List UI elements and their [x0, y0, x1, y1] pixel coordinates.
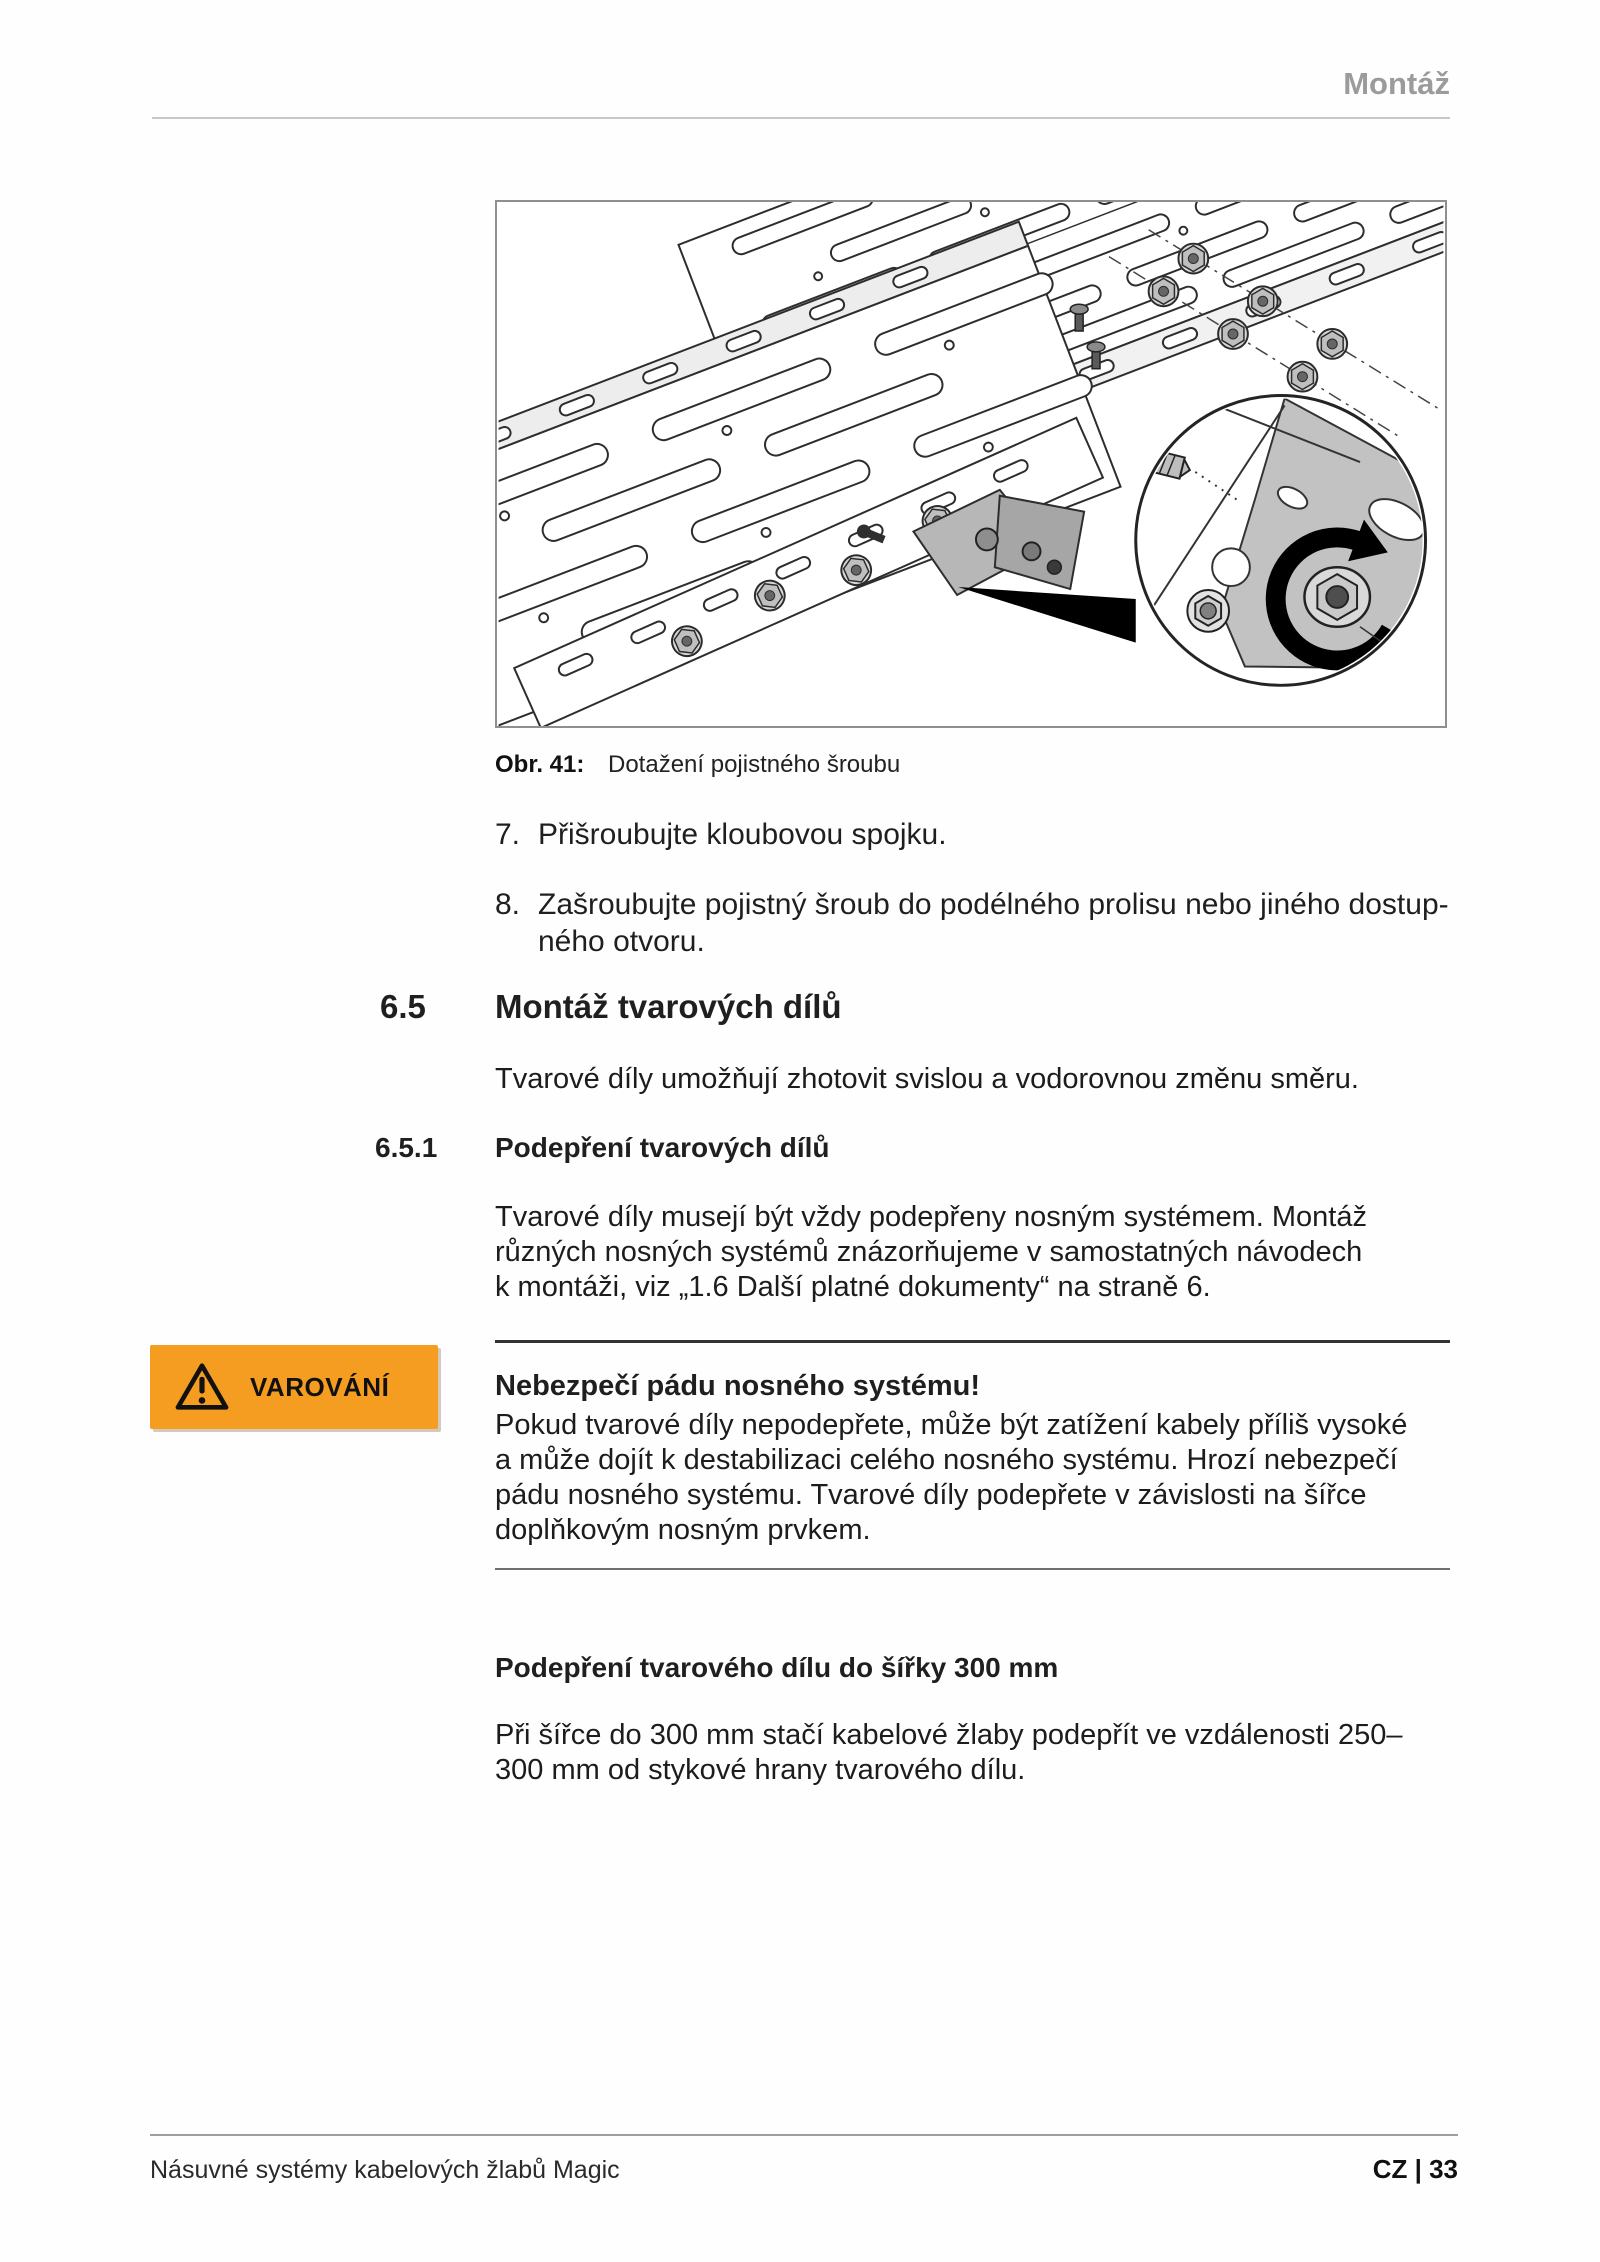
paragraph-line: Při šířce do 300 mm stačí kabelové žlaby podepřít ve vzdálenosti 250–	[495, 1719, 1403, 1751]
header-divider	[152, 117, 1450, 119]
footer-divider	[150, 2134, 1458, 2136]
warning-triangle-icon	[174, 1362, 230, 1412]
cable-tray-illustration	[497, 202, 1445, 726]
step-text-line: Zašroubujte pojistný šroub do podélného prolisu nebo jiného dostup-	[538, 888, 1449, 921]
step-number: 8.	[495, 888, 521, 921]
warning-divider-top	[495, 1340, 1450, 1343]
page-header-title: Montáž	[1343, 66, 1450, 101]
section-number: 6.5	[380, 988, 426, 1025]
step-text-line: ného otvoru.	[538, 925, 705, 958]
step-number: 7.	[495, 818, 521, 851]
footer-page-number: CZ | 33	[1372, 2154, 1458, 2184]
paragraph-line: Tvarové díly musejí být vždy podepřeny nosným systémem. Montáž	[495, 1201, 1367, 1233]
section-intro: Tvarové díly umožňují zhotovit svislou a vodorovnou změnu směru.	[495, 1063, 1359, 1095]
step-8	[495, 886, 1455, 960]
step-text-line: Přišroubujte kloubovou spojku.	[538, 818, 947, 851]
warning-title: Nebezpečí pádu nosného systému!	[495, 1370, 981, 1402]
paragraph-line: k montáži, viz „1.6 Další platné dokumenty“ na straně 6.	[495, 1271, 1211, 1303]
section-title: Montáž tvarových dílů	[495, 988, 842, 1025]
warning-divider-bottom	[495, 1568, 1450, 1570]
paragraph-line: a může dojít k destabilizaci celého nosného systému. Hrozí nebezpečí	[495, 1444, 1398, 1476]
figure-caption-label: Obr. 41:	[495, 751, 585, 778]
subsection-number: 6.5.1	[375, 1132, 438, 1163]
subsection-title: Podepření tvarových dílů	[495, 1132, 830, 1163]
step-7	[495, 816, 1455, 853]
figure-caption-text: Dotažení pojistného šroubu	[608, 751, 901, 778]
warning-paragraph	[495, 1408, 1460, 1548]
paragraph-line: doplňkovým nosným prvkem.	[495, 1514, 871, 1546]
support300-title: Podepření tvarového dílu do šířky 300 mm	[495, 1652, 1059, 1683]
paragraph-line: Pokud tvarové díly nepodepřete, může být zatížení kabely příliš vysoké	[495, 1409, 1408, 1441]
paragraph-line: různých nosných systémů znázorňujeme v samostatných návodech	[495, 1236, 1363, 1268]
warning-badge	[150, 1345, 438, 1429]
support300-paragraph	[495, 1718, 1460, 1788]
warning-label: VAROVÁNÍ	[250, 1371, 390, 1402]
paragraph-line: pádu nosného systému. Tvarové díly podepřete v závislosti na šířce	[495, 1479, 1367, 1511]
footer-document-title: Násuvné systémy kabelových žlabů Magic	[150, 2156, 620, 2184]
figure-caption	[495, 751, 1450, 779]
subsection-paragraph	[495, 1200, 1460, 1305]
figure-illustration	[495, 200, 1447, 728]
paragraph-line: 300 mm od stykové hrany tvarového dílu.	[495, 1754, 1026, 1786]
